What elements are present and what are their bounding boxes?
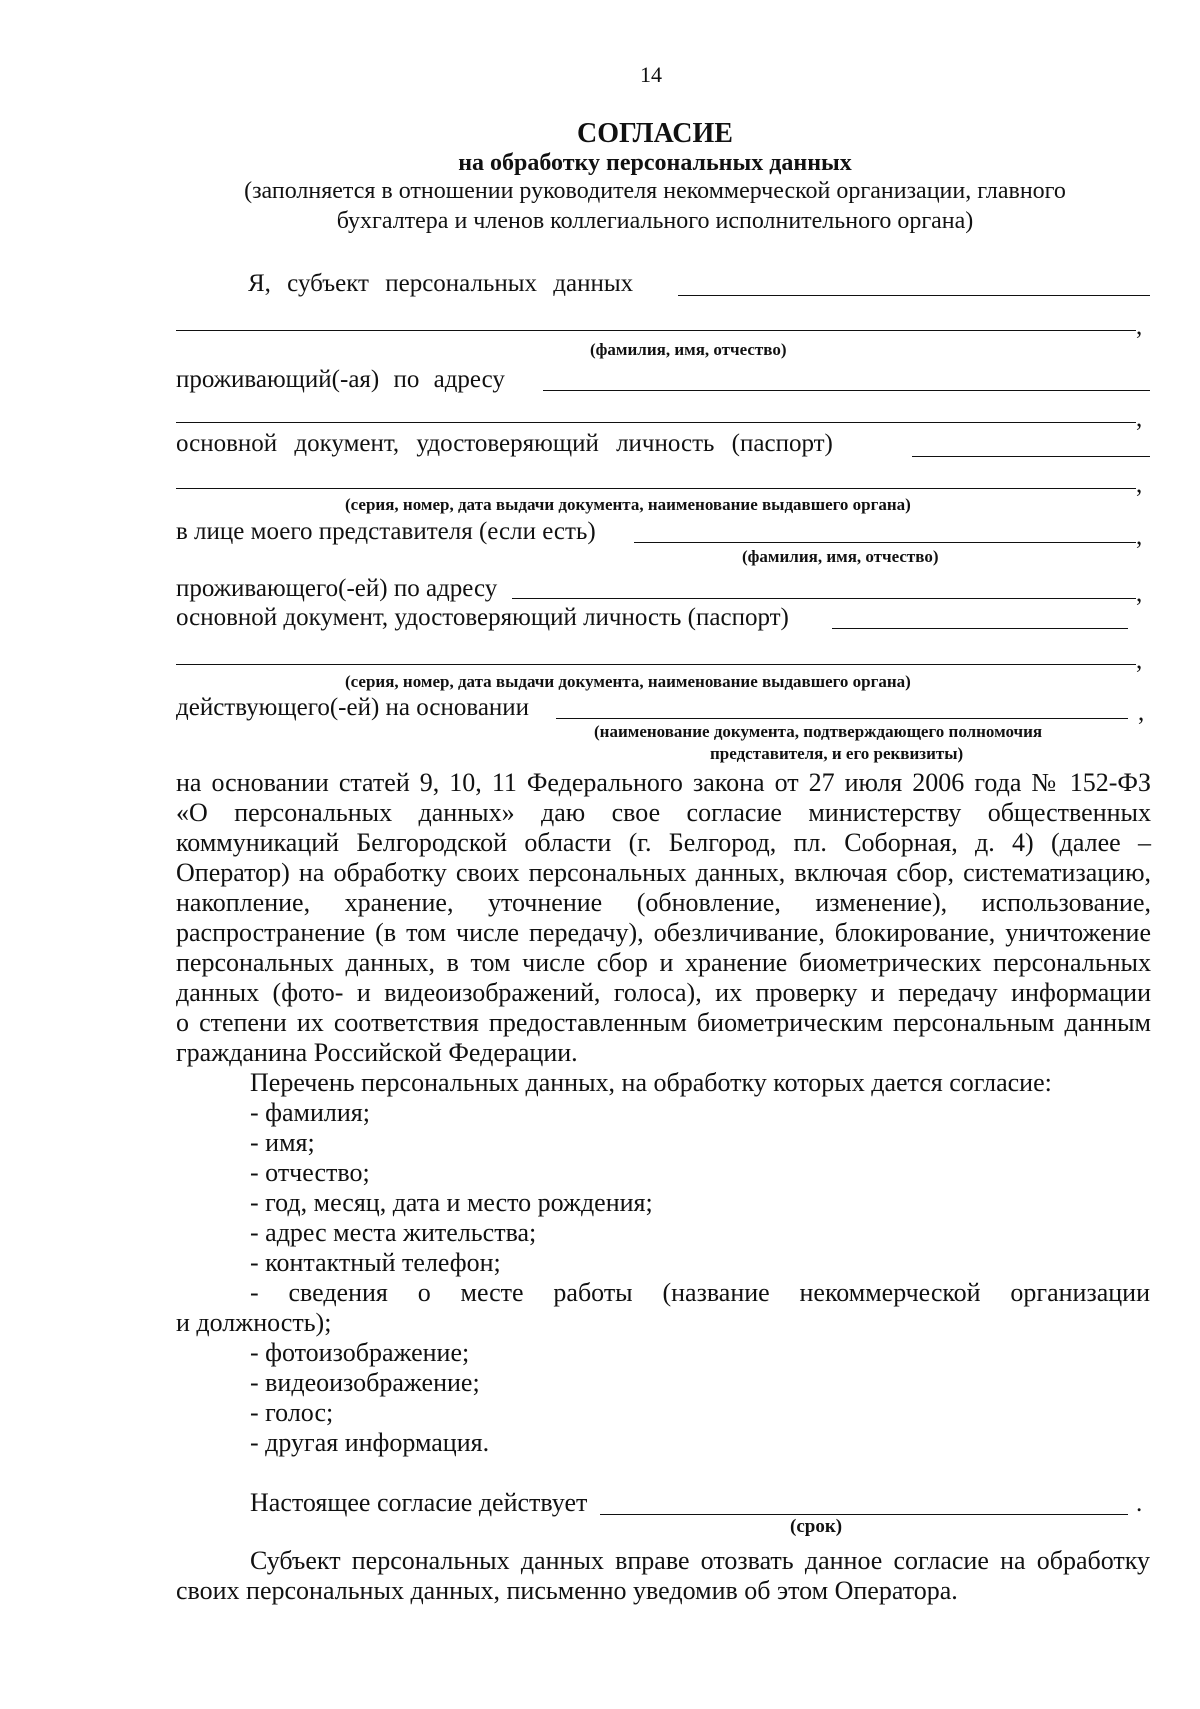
hint-document: (серия, номер, дата выдачи документа, наименование выдавшего органа) <box>345 495 911 514</box>
representative-document-label: основной документ, удостоверяющий личность (паспорт) <box>176 604 789 631</box>
comma: , <box>1136 405 1143 432</box>
list-item: - имя; <box>250 1128 315 1157</box>
document-field[interactable] <box>912 456 1150 457</box>
list-item: - год, месяц, дата и место рождения; <box>250 1188 653 1217</box>
basis-label: действующего(-ей) на основании <box>176 694 530 721</box>
document-label: основной документ, удостоверяющий личность (паспорт) <box>176 430 833 457</box>
hint-representative-fio: (фамилия, имя, отчество) <box>742 547 939 566</box>
list-item: - видеоизображение; <box>250 1368 480 1397</box>
consent-paragraph-line: персональных данных, в том числе сбор и хранение биометрических персональных <box>176 948 1151 977</box>
consent-paragraph-line: данных (фото- и видеоизображений, голоса), их проверку и передачу информации <box>176 978 1151 1007</box>
consent-paragraph-line: о степени их соответствия предоставленным биометрическим персональным данным <box>176 1008 1151 1037</box>
representative-address-label: проживающего(-ей) по адресу <box>176 575 498 602</box>
basis-field[interactable] <box>556 718 1128 719</box>
consent-paragraph-line: коммуникаций Белгородской области (г. Белгород, пл. Соборная, д. 4) (далее – <box>176 828 1151 857</box>
comma: , <box>1136 523 1143 550</box>
list-item: - фамилия; <box>250 1098 370 1127</box>
subject-name-field[interactable] <box>678 295 1150 296</box>
hint-basis-1: (наименование документа, подтверждающего полномочия <box>594 722 1043 741</box>
consent-paragraph-line: на основании статей 9, 10, 11 Федерального закона от 27 июля 2006 года № 152-ФЗ <box>176 768 1151 797</box>
validity-label: Настоящее согласие действует <box>250 1488 588 1517</box>
address-field-2[interactable] <box>176 422 1136 423</box>
hint-fio: (фамилия, имя, отчество) <box>590 340 787 359</box>
representative-name-field[interactable] <box>634 542 1136 543</box>
note-line-1: (заполняется в отношении руководителя некоммерческой организации, главного <box>244 178 1066 204</box>
comma: , <box>1136 313 1143 340</box>
list-item: - контактный телефон; <box>250 1248 501 1277</box>
subject-label: Я, субъект персональных данных <box>248 270 634 297</box>
list-item: - фотоизображение; <box>250 1338 470 1367</box>
hint-basis-2: представителя, и его реквизиты) <box>710 744 964 763</box>
address-field[interactable] <box>543 390 1150 391</box>
comma: , <box>1136 471 1143 498</box>
revoke-line-2: своих персональных данных, письменно уведомив об этом Оператора. <box>176 1576 958 1605</box>
period: . <box>1136 1490 1143 1517</box>
consent-paragraph-line: гражданина Российской Федерации. <box>176 1038 578 1067</box>
document-field-2[interactable] <box>176 488 1136 489</box>
validity-term-field[interactable] <box>600 1514 1128 1515</box>
list-item-work-continued: и должность); <box>176 1308 332 1337</box>
revoke-line-1: Субъект персональных данных вправе отозвать данное согласие на обработку <box>250 1546 1150 1575</box>
consent-paragraph-line: «О персональных данных» даю свое согласие министерству общественных <box>176 798 1151 827</box>
consent-paragraph-line: накопление, хранение, уточнение (обновление, изменение), использование, <box>176 888 1151 917</box>
page-number: 14 <box>640 62 662 87</box>
list-item: - адрес места жительства; <box>250 1218 537 1247</box>
comma: , <box>1136 580 1143 607</box>
representative-document-field-2[interactable] <box>176 664 1136 665</box>
document-title: СОГЛАСИЕ <box>577 118 733 149</box>
representative-address-field[interactable] <box>512 598 1136 599</box>
note-line-2: бухгалтера и членов коллегиального исполнительного органа) <box>336 208 974 234</box>
list-item: - голос; <box>250 1398 334 1427</box>
comma: , <box>1138 699 1145 726</box>
list-intro: Перечень персональных данных, на обработку которых дается согласие: <box>250 1068 1052 1097</box>
representative-label: в лице моего представителя (если есть) <box>176 518 596 545</box>
consent-paragraph-line: распространение (в том числе передачу), обезличивание, блокирование, уничтожение <box>176 918 1151 947</box>
comma: , <box>1136 647 1143 674</box>
consent-paragraph-line: Оператор) на обработку своих персональных данных, включая сбор, систематизацию, <box>176 858 1151 887</box>
document-subtitle: на обработку персональных данных <box>458 150 852 176</box>
hint-term: (срок) <box>790 1516 843 1537</box>
hint-representative-document: (серия, номер, дата выдачи документа, наименование выдавшего органа) <box>345 672 911 691</box>
subject-name-field-2[interactable] <box>176 330 1136 331</box>
address-label: проживающий(-ая) по адресу <box>176 366 505 393</box>
list-item-work: - сведения о месте работы (название некоммерческой организации <box>250 1278 1150 1307</box>
representative-document-field[interactable] <box>832 628 1128 629</box>
list-item: - отчество; <box>250 1158 370 1187</box>
list-item: - другая информация. <box>250 1428 490 1457</box>
